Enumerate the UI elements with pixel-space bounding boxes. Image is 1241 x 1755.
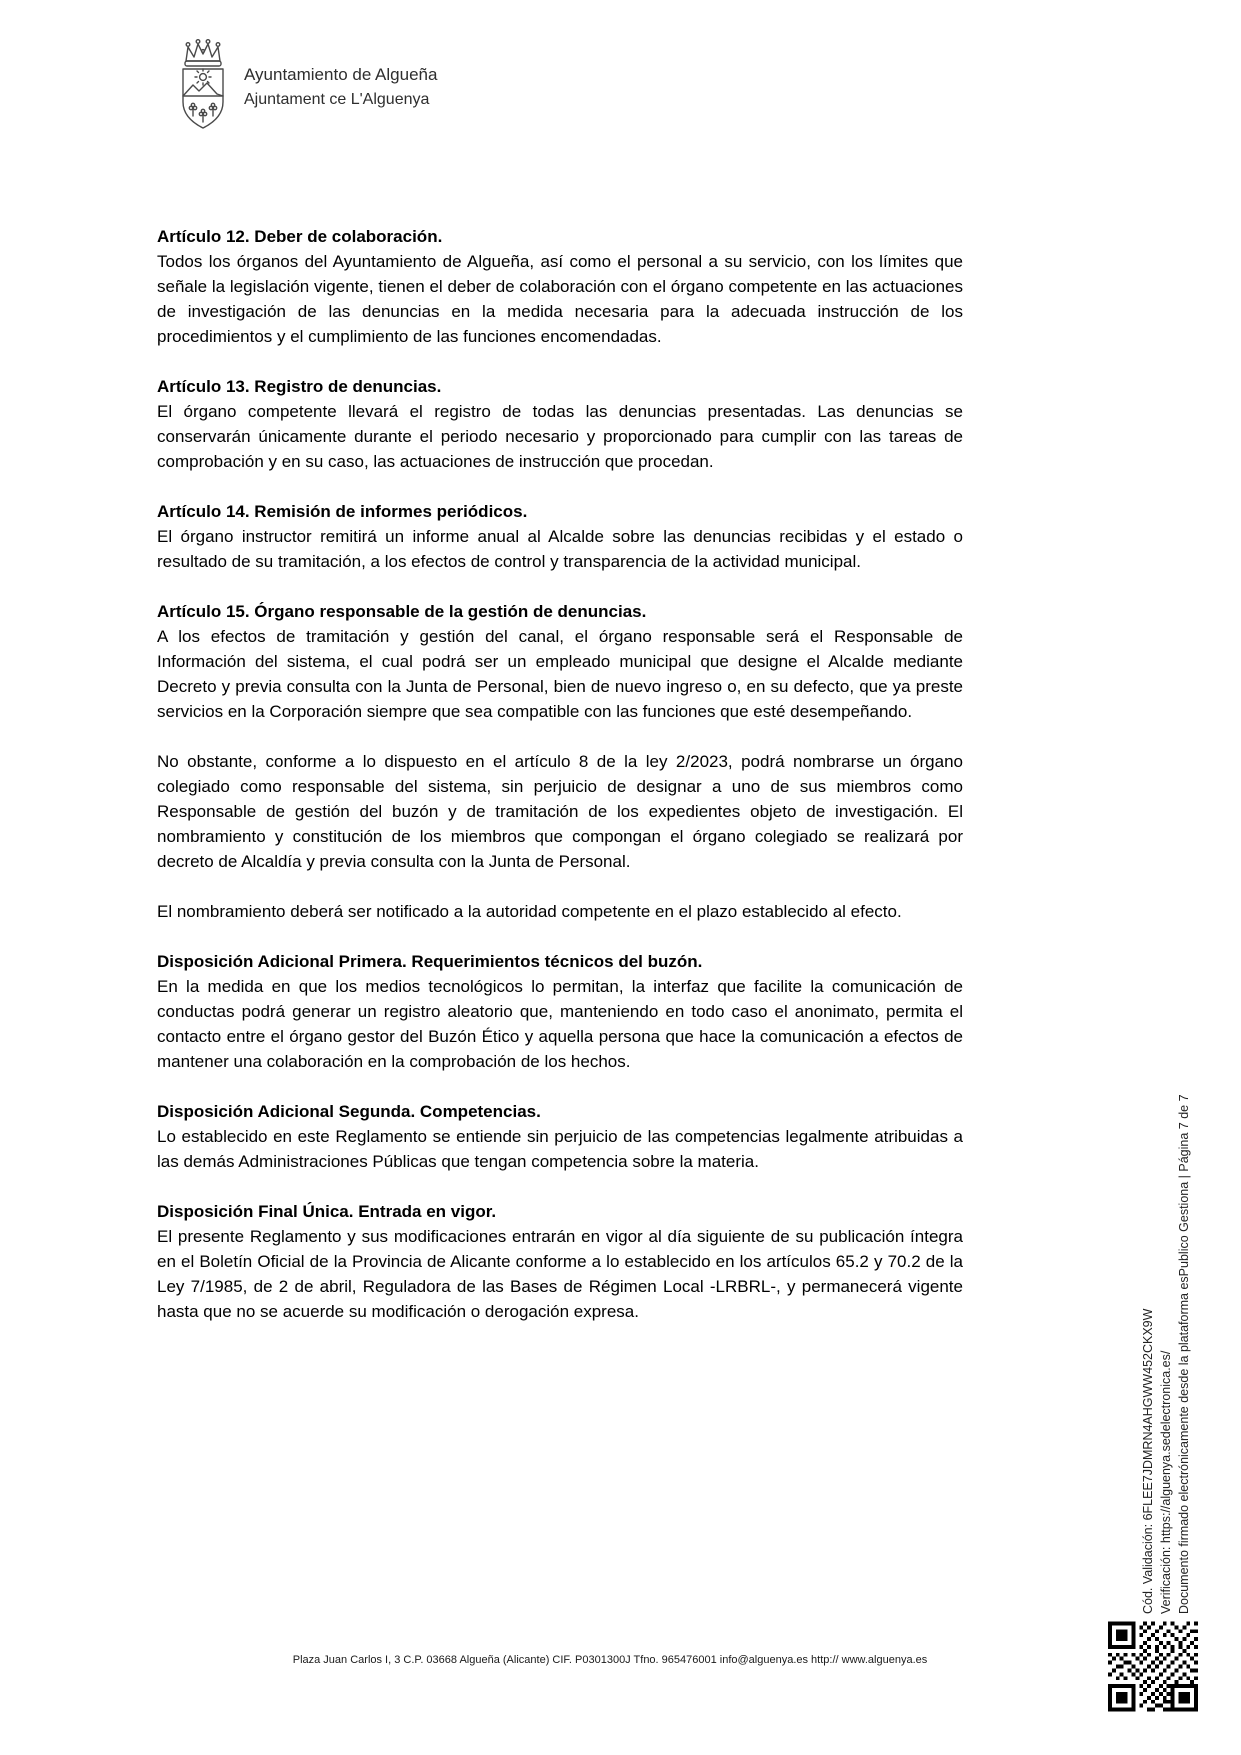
- section-paragraph: El nombramiento deberá ser notificado a la autoridad competente en el plazo establecido al efecto.: [157, 902, 902, 921]
- section-articulo-12: [157, 224, 963, 349]
- org-name-valencian: Ajuntament ce L'Alguenya: [244, 91, 430, 108]
- section-heading: Artículo 15. Órgano responsable de la gestión de denuncias.: [157, 602, 647, 621]
- section-paragraph: El órgano instructor remitirá un informe anual al Alcalde sobre las denuncias recibidas y el estado o resultado de su tramitación, a los efectos de control y transparencia de la actividad municipal.: [157, 527, 963, 571]
- section-paragraph: El órgano competente llevará el registro de todas las denuncias presentadas. Las denuncias se conservarán únicamente durante el periodo necesario y proporcionado para cumplir con las tareas de comprobación y en su caso, las actuaciones de instrucción que procedan.: [157, 402, 963, 471]
- section-articulo-14: [157, 499, 963, 574]
- org-name-spanish: Ayuntamiento de Algueña: [244, 65, 438, 84]
- section-heading: Artículo 14. Remisión de informes periódicos.: [157, 502, 528, 521]
- signed-platform-text: Documento firmado electrónicamente desde la plataforma esPublico Gestiona | Página 7 de 7: [1177, 1094, 1191, 1614]
- section-heading: Artículo 12. Deber de colaboración.: [157, 227, 443, 246]
- signature-metadata-sidebar: [1141, 942, 1192, 1614]
- verification-url-text: Verificación: https://alguenya.sedelectronica.es/: [1159, 1350, 1173, 1614]
- section-paragraph: El presente Reglamento y sus modificaciones entrarán en vigor al día siguiente de su publicación íntegra en el Boletín Oficial de la Provincia de Alicante conforme a lo establecido en los artículos 65.2 y 70.2 de la Ley 7/1985, de 2 de abril, Reguladora de las Bases de Régimen Local -LRBRL-, y permanecerá vigente hasta que no se acuerde su modificación o derogación expresa.: [157, 1227, 963, 1321]
- section-paragraph: En la medida en que los medios tecnológicos lo permitan, la interfaz que facilite la comunicación de conductas podrá generar un registro aleatorio que, manteniendo en todo caso el anonimato, permita el contacto entre el órgano gestor del Buzón Ético y aquella persona que hace la comunicación a efectos de mantener una colaboración en la comprobación de los hechos.: [157, 977, 963, 1071]
- section-paragraph: No obstante, conforme a lo dispuesto en el artículo 8 de la ley 2/2023, podrá nombrarse un órgano colegiado como responsable del sistema, sin perjuicio de designar a uno de sus miembros como Responsable de gestión del buzón y de tramitación de los expedientes objeto de investigación. El nombramiento y constitución de los miembros que compongan el órgano colegiado se realizará por decreto de Alcaldía y previa consulta con la Junta de Personal.: [157, 752, 963, 871]
- section-disposicion-adicional-segunda: [157, 1099, 963, 1174]
- section-disposicion-final-unica: [157, 1199, 963, 1324]
- section-paragraph: A los efectos de tramitación y gestión del canal, el órgano responsable será el Responsable de Información del sistema, el cual podrá ser un empleado municipal que designe el Alcalde mediante Decreto y previa consulta con la Junta de Personal, bien de nuevo ingreso o, en su defecto, que ya preste servicios en la Corporación siempre que sea compatible con las funciones que esté desempeñando.: [157, 627, 963, 721]
- document-body: [157, 224, 963, 1324]
- municipal-logo: [170, 38, 437, 136]
- section-paragraph: Todos los órganos del Ayuntamiento de Algueña, así como el personal a su servicio, con los límites que señale la legislación vigente, tienen el deber de colaboración con el órgano competente en las actuaciones de investigación de las denuncias en la medida necesaria para la adecuada instrucción de los procedimientos y el cumplimiento de las funciones encomendadas.: [157, 252, 963, 346]
- section-disposicion-adicional-primera: [157, 949, 963, 1074]
- section-heading: Disposición Adicional Primera. Requerimientos técnicos del buzón.: [157, 952, 703, 971]
- section-articulo-15: [157, 599, 963, 924]
- section-articulo-13: [157, 374, 963, 474]
- section-paragraph: Lo establecido en este Reglamento se entiende sin perjuicio de las competencias legalmente atribuidas a las demás Administraciones Públicas que tengan competencia sobre la materia.: [157, 1127, 963, 1171]
- coat-of-arms-icon: [170, 38, 236, 136]
- section-heading: Disposición Final Única. Entrada en vigor.: [157, 1202, 497, 1221]
- org-names: [244, 62, 437, 112]
- validation-code-text: Cód. Validación: 6FLEE7JDMRN4AHGWW452CKX9W: [1141, 1308, 1155, 1614]
- section-heading: Artículo 13. Registro de denuncias.: [157, 377, 442, 396]
- footer-contact-line: Plaza Juan Carlos I, 3 C.P. 03668 Algueña (Alicante) CIF. P0301300J Tfno. 965476001 info@alguenya.es http:// www.alguenya.es: [292, 1654, 928, 1666]
- section-heading: Disposición Adicional Segunda. Competencias.: [157, 1102, 541, 1121]
- qr-code-icon: [1108, 1620, 1198, 1713]
